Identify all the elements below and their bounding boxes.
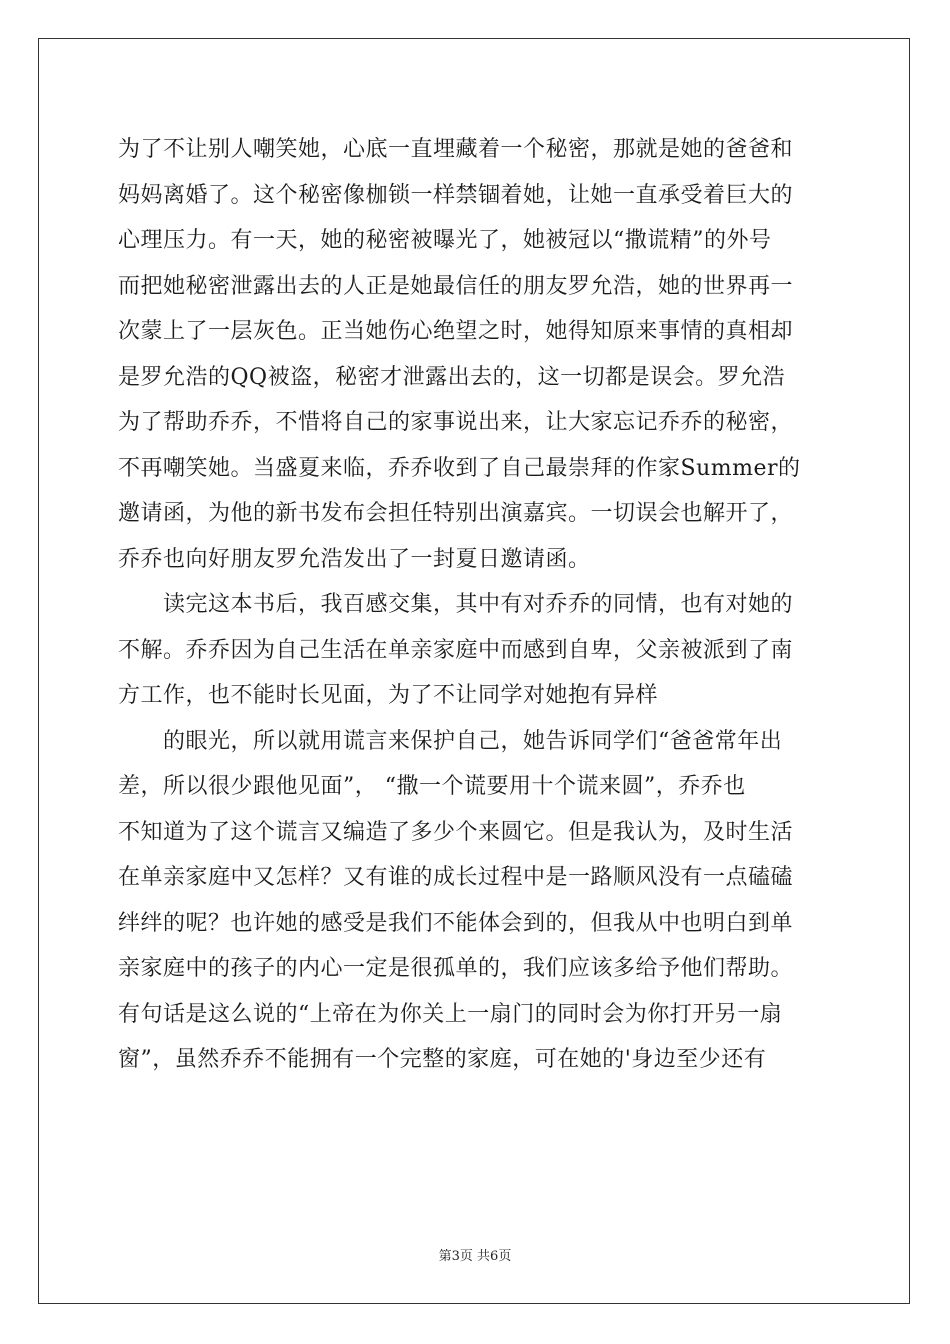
text-line: 差，所以很少跟他见面”， “撒一个谎要用十个谎来圆”，乔乔也 xyxy=(118,774,746,799)
text-line: 的眼光，所以就用谎言来保护自己，她告诉同学们“爸爸常年出 xyxy=(163,728,783,754)
page-number-footer: 第3页 共6页 xyxy=(438,1249,512,1264)
text-line: 窗”，虽然乔乔不能拥有一个完整的家庭，可在她的'身边至少还有 xyxy=(118,1047,767,1072)
text-line: 邀请函，为他的新书发布会担任特别出演嘉宾。一切误会也解开了， xyxy=(118,501,794,526)
text-line: 有句话是这么说的“上帝在为你关上一扇门的同时会为你打开另一扇 xyxy=(118,1001,783,1027)
text-line: 为了帮助乔乔，不惜将自己的家事说出来，让大家忘记乔乔的秘密， xyxy=(118,410,794,435)
text-line: 绊绊的呢？也许她的感受是我们不能体会到的，但我从中也明白到单 xyxy=(118,910,794,936)
text-line: 不知道为了这个谎言又编造了多少个来圆它。但是我认为，及时生活 xyxy=(118,819,794,845)
text-line: 心理压力。有一天，她的秘密被曝光了，她被冠以“撒谎精”的外号 xyxy=(118,228,772,253)
text-line: 而把她秘密泄露出去的人正是她最信任的朋友罗允浩，她的世界再一 xyxy=(118,273,794,299)
body-text xyxy=(118,127,838,1083)
text-line: 乔乔也向好朋友罗允浩发出了一封夏日邀请函。 xyxy=(118,546,591,572)
text-line: 次蒙上了一层灰色。正当她伤心绝望之时，她得知原来事情的真相却 xyxy=(118,319,794,344)
text-line: 在单亲家庭中又怎样？又有谁的成长过程中是一路顺风没有一点磕磕 xyxy=(118,865,794,890)
text-line: 妈妈离婚了。这个秘密像枷锁一样禁锢着她，让她一直承受着巨大的 xyxy=(118,182,794,208)
text-line: 不再嘲笑她。当盛夏来临，乔乔收到了自己最崇拜的作家Summer的 xyxy=(118,455,801,481)
text-line: 亲家庭中的孩子的内心一定是很孤单的，我们应该多给予他们帮助。 xyxy=(118,956,794,981)
text-line: 方工作，也不能时长见面，为了不让同学对她抱有异样 xyxy=(118,683,659,708)
text-line: 不解。乔乔因为自己生活在单亲家庭中而感到自卑，父亲被派到了南 xyxy=(118,637,794,663)
text-line: 读完这本书后，我百感交集，其中有对乔乔的同情，也有对她的 xyxy=(163,592,794,617)
text-line: 为了不让别人嘲笑她，心底一直埋藏着一个秘密，那就是她的爸爸和 xyxy=(118,137,794,162)
text-line: 是罗允浩的QQ被盗，秘密才泄露出去的，这一切都是误会。罗允浩 xyxy=(118,364,786,390)
